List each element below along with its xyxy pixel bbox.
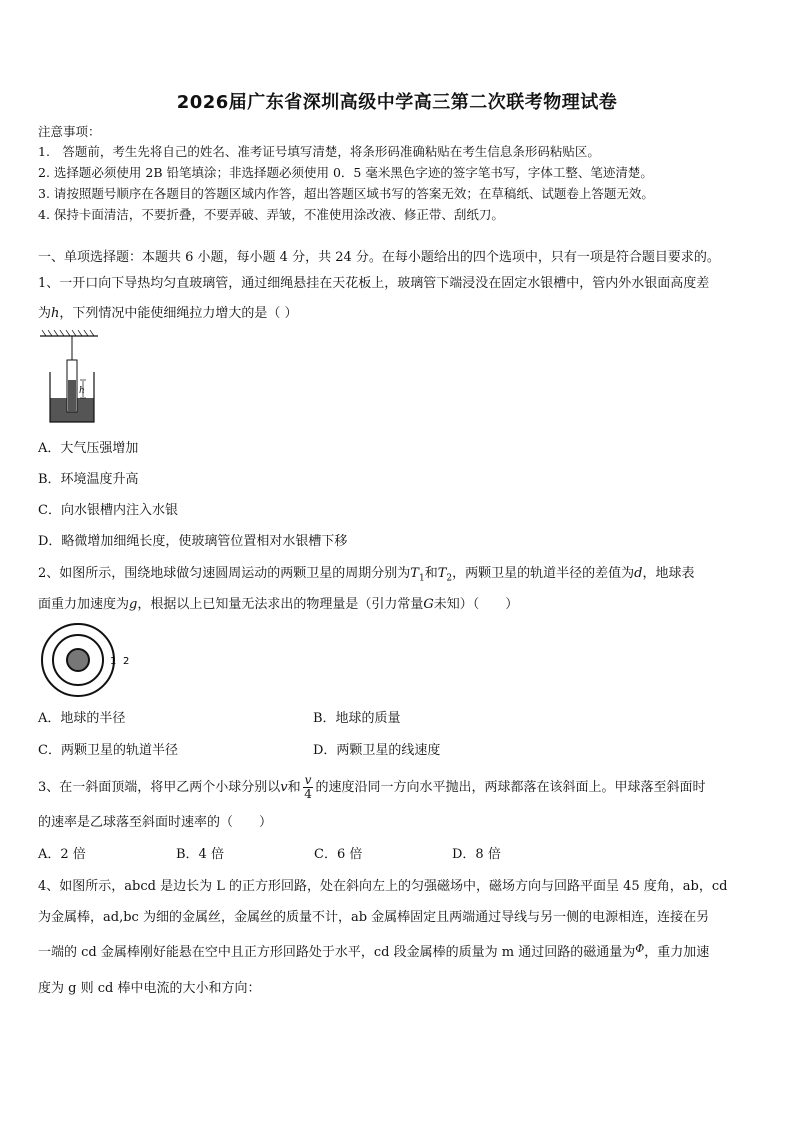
notice-heading: 注意事项：: [38, 124, 101, 139]
q3-option-a: A．2 倍: [38, 847, 86, 862]
q3-option-d: D．8 倍: [452, 847, 501, 862]
notice-item: 4. 保持卡面清洁，不要折叠，不要弄破、弄皱，不准使用涂改液、修正带、刮纸刀。: [38, 207, 504, 222]
q1-option-d: D．略微增加细绳长度，使玻璃管位置相对水银槽下移: [38, 534, 348, 549]
q1-option-b: B．环境温度升高: [38, 472, 139, 487]
notice-item: 1. 答题前，考生先将自己的姓名、准考证号填写清楚，将条形码准确粘贴在考生信息条形码粘贴区。: [38, 144, 600, 159]
q3-option-c: C．6 倍: [314, 847, 363, 862]
q2-stem-line2: 面重力加速度为g，根据以上已知量无法求出的物理量是（引力常量G未知）（ ）: [38, 597, 519, 612]
q4-stem-line4: 度为 g 则 cd 棒中电流的大小和方向：: [38, 981, 261, 996]
q3-stem: 3、在一斜面顶端，将甲乙两个小球分别以v和 $\frac{v}{4}$ 的速度沿同一方向水平抛出，两球都落在该斜面上。甲球落至斜面时: [38, 773, 706, 801]
q3-option-b: B．4 倍: [176, 847, 224, 862]
notice-item: 3. 请按照题号顺序在各题目的答题区域内作答，超出答题区域书写的答案无效；在草稿纸、试题卷上答题无效。: [38, 186, 654, 201]
q4-stem: 4、如图所示，abcd 是边长为 L 的正方形回路，处在斜向左上的匀强磁场中，磁场方向与回路平面呈 45 度角，ab，cd: [38, 879, 728, 894]
q2-option-d: D．两颗卫星的线速度: [313, 743, 441, 758]
q1-tube-figure: [40, 330, 100, 425]
q3-fraction: $\frac{v}{4}$: [304, 773, 312, 801]
notice-item: 2. 选择题必须使用 2B 铅笔填涂；非选择题必须使用 0．5 毫米黑色字迹的签字笔书写，字体工整、笔迹清楚。: [38, 165, 653, 180]
page-title: 2026届广东省深圳高级中学高三第二次联考物理试卷: [176, 92, 618, 113]
q2-fig-label-1: 1: [110, 656, 117, 667]
q1-stem: 1、一开口向下导热均匀直玻璃管，通过细绳悬挂在天花板上，玻璃管下端浸没在固定水银槽中，管内外水银面高度差: [38, 276, 710, 291]
q4-stem-line3: 一端的 cd 金属棒刚好能悬在空中且正方形回路处于水平，cd 段金属棒的质量为 m 通过回路的磁通量为$^\Phi$，重力加速: [38, 942, 710, 960]
q1-stem-line2: 为h，下列情况中能使细绳拉力增大的是（ ）: [38, 306, 298, 321]
q2-option-c: C．两颗卫星的轨道半径: [38, 743, 178, 758]
q3-stem-line2: 的速率是乙球落至斜面时速率的（ ）: [38, 815, 273, 830]
q1-option-a: A．大气压强增加: [38, 441, 139, 456]
q2-option-b: B．地球的质量: [313, 711, 401, 726]
section-heading: 一、单项选择题：本题共 6 小题，每小题 4 分，共 24 分。在每小题给出的四个选项中，只有一项是符合题目要求的。: [38, 250, 720, 265]
q1-option-c: C．向水银槽内注入水银: [38, 503, 178, 518]
q2-orbit-figure: [36, 622, 136, 698]
q2-option-a: A．地球的半径: [38, 711, 126, 726]
q2-fig-label-2: 2: [123, 656, 130, 667]
q1-fig-label: h: [79, 386, 85, 396]
q2-stem: 2、如图所示，围绕地球做匀速圆周运动的两颗卫星的周期分别为$T_1$和$T_2$，两颗卫星的轨道半径的差值为d，地球表: [38, 566, 695, 584]
q4-stem-line2: 为金属棒，ad,bc 为细的金属丝，金属丝的质量不计，ab 金属棒固定且两端通过导线与另一侧的电源相连，连接在另: [38, 910, 710, 925]
